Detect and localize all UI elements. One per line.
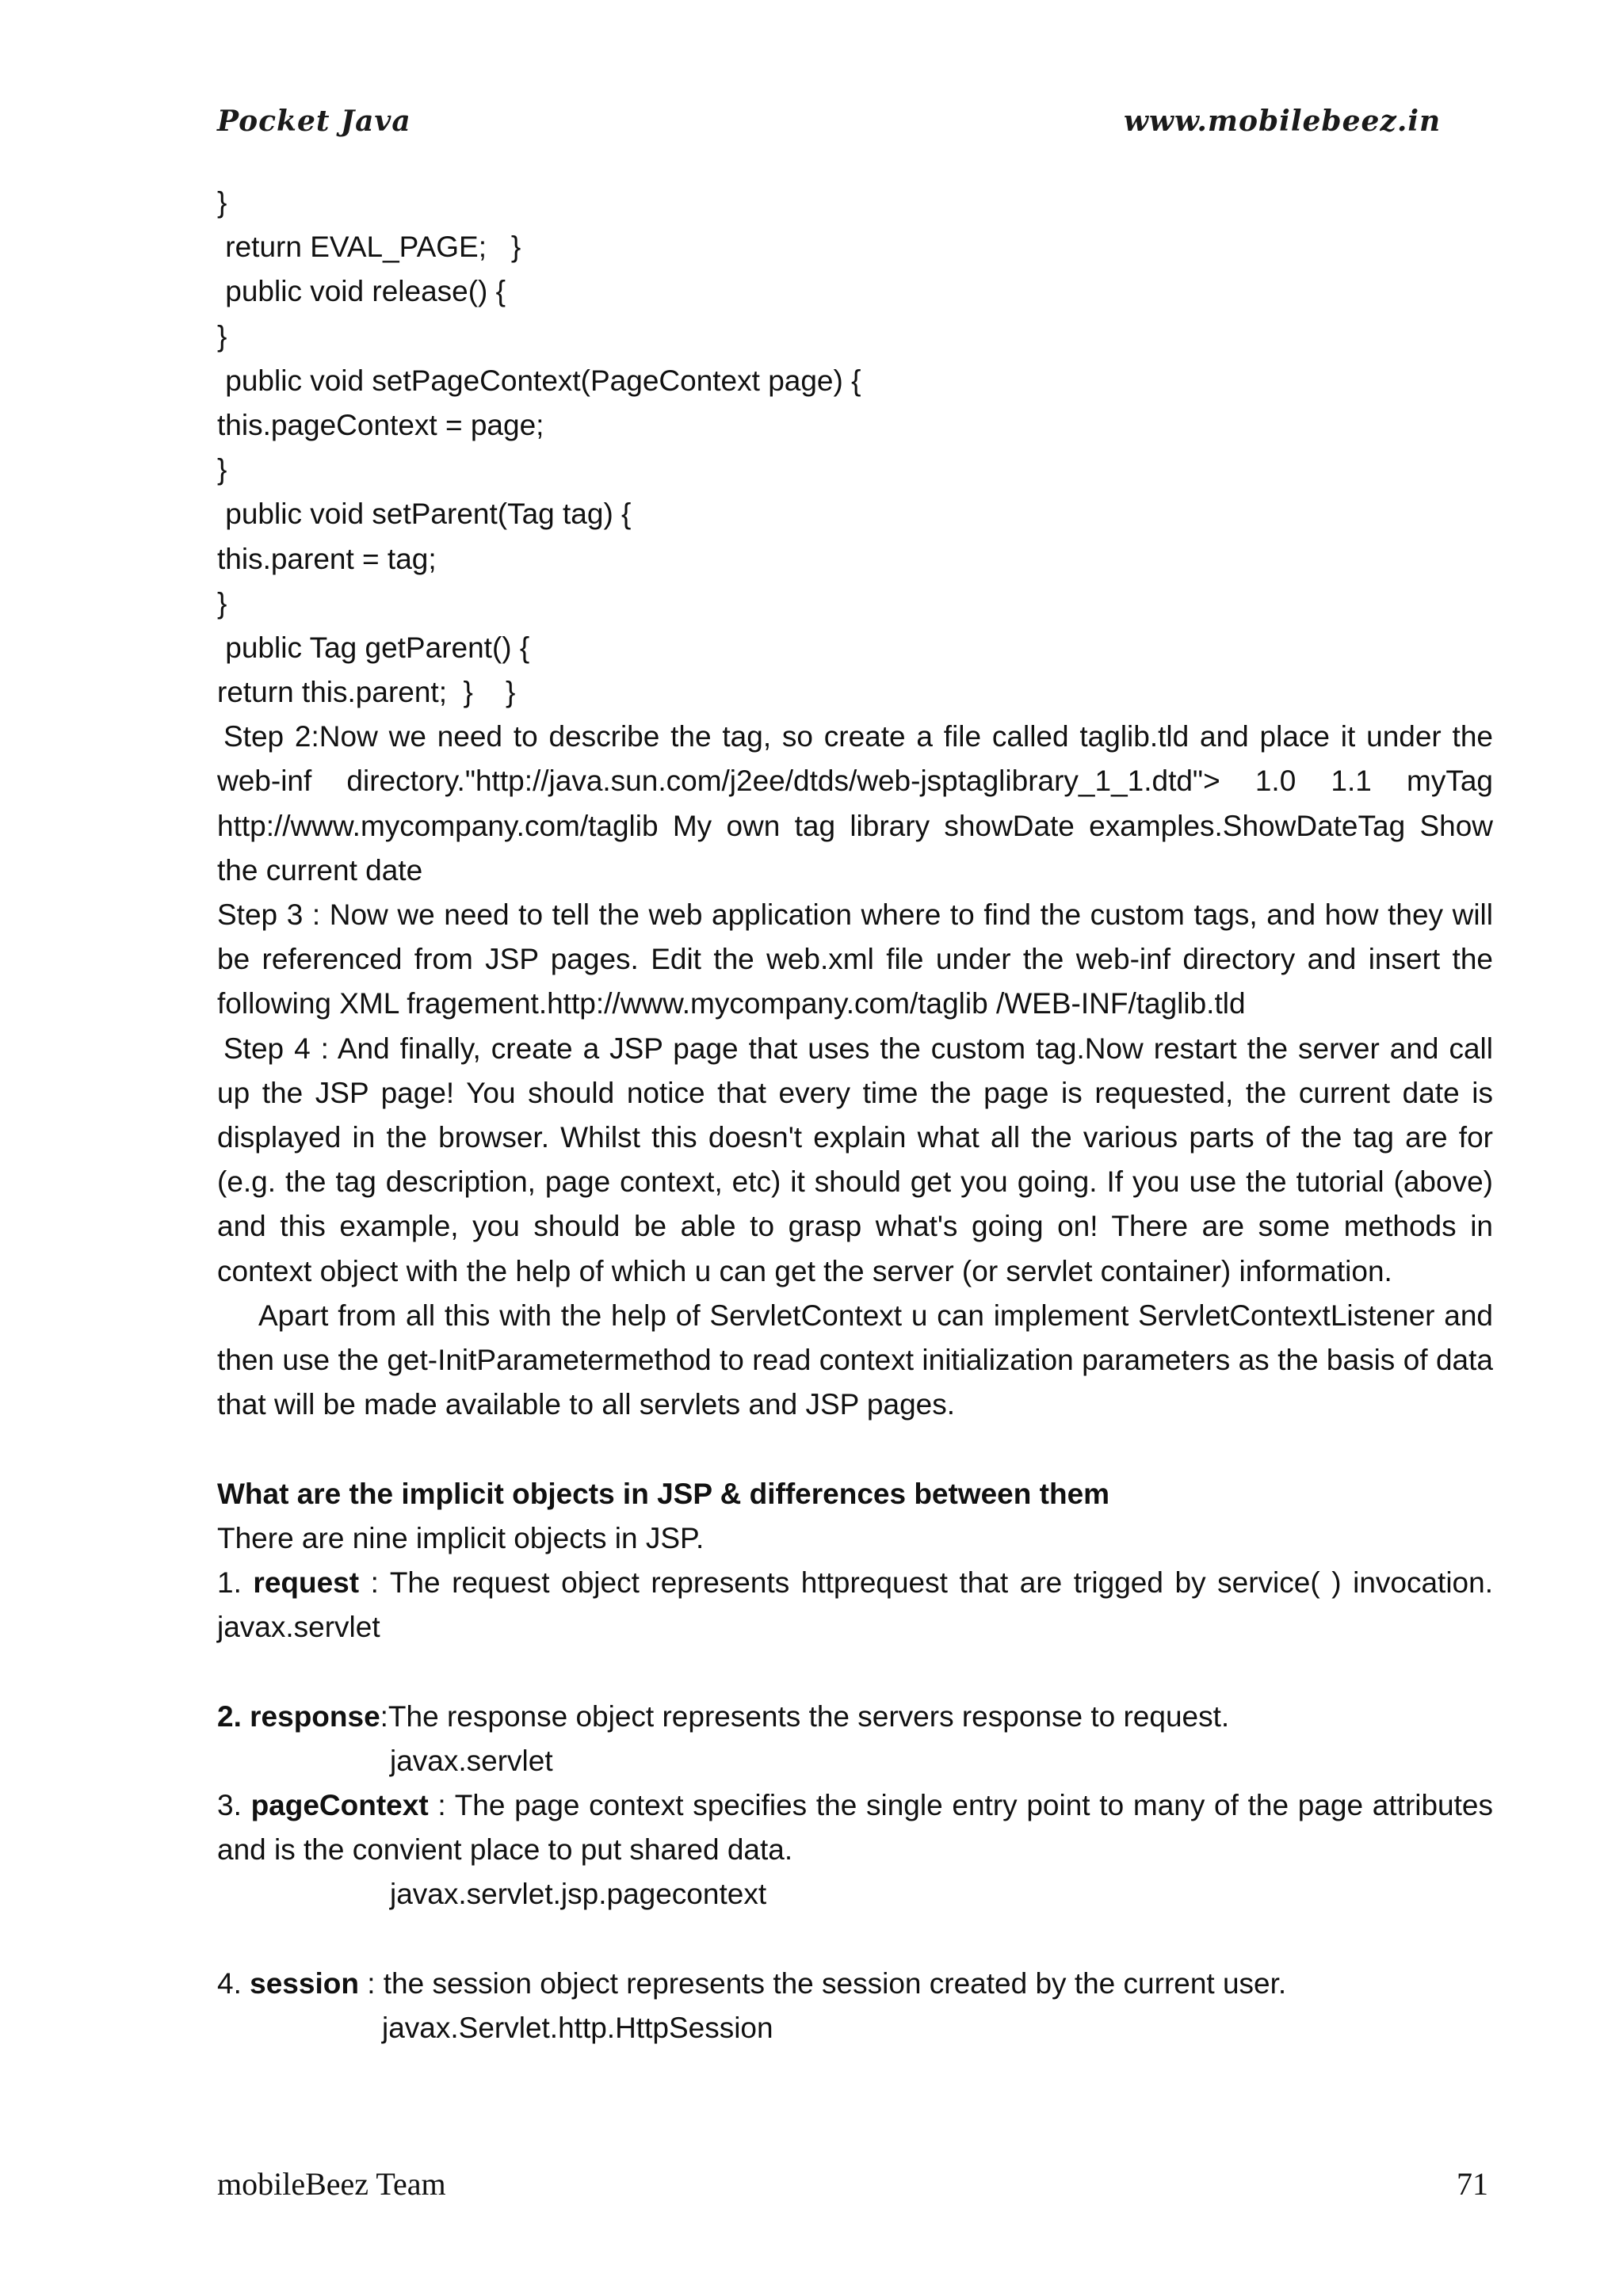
- code-line: public Tag getParent() {: [217, 631, 530, 664]
- code-line: this.parent = tag;: [217, 542, 437, 575]
- code-line: public void setPageContext(PageContext page) {: [217, 364, 861, 397]
- footer-team: mobileBeez Team: [217, 2166, 446, 2202]
- item-description: : The page context specifies the single entry point to many of the page attributes and is the convient place to put shared data.: [217, 1789, 1493, 1867]
- item-description: : the session object represents the session created by the current user.: [358, 1966, 1287, 2000]
- code-line: }: [217, 586, 227, 620]
- code-line: public void setParent(Tag tag) {: [217, 498, 632, 531]
- step2-paragraph: Step 2:Now we need to describe the tag, so create a file called taglib.tld and place it under the web-inf directory."http://java.sun.com/j2ee/dtds/web-jsptaglibrary_1_1.dtd"> 1.0 1.1 myTag http://www.mycompany.com/taglib My own tag library showDate examples.ShowDateTag Show the current date: [217, 720, 1493, 887]
- item-name: 2. response: [217, 1699, 380, 1733]
- code-line: return this.parent; } }: [217, 676, 516, 709]
- item-description: :The response object represents the servers response to request.: [380, 1699, 1230, 1733]
- package-name: javax.Servlet.http.HttpSession: [382, 2012, 773, 2045]
- package-name: javax.servlet: [390, 1744, 553, 1777]
- code-line: }: [217, 186, 227, 219]
- list-item-response: [217, 1695, 1493, 1739]
- item-number: 1.: [217, 1566, 254, 1600]
- item-description: : The request object represents httprequest that are trigged by service( ) invocation. javax.servlet: [217, 1566, 1493, 1644]
- intro-text: There are nine implicit objects in JSP.: [217, 1521, 705, 1554]
- spacer: [217, 1428, 1493, 1472]
- code-line: this.pageContext = page;: [217, 408, 544, 441]
- item-name: request: [253, 1566, 360, 1600]
- code-line: public void release() {: [217, 275, 506, 308]
- list-item-session: [217, 1962, 1493, 2006]
- page-number: 71: [1457, 2166, 1488, 2202]
- item-name: pageContext: [250, 1789, 429, 1822]
- code-line: return EVAL_PAGE; }: [217, 231, 521, 264]
- code-line: }: [217, 453, 227, 486]
- section-heading: What are the implicit objects in JSP & differences between them: [217, 1477, 1110, 1510]
- list-item-pagecontext: [217, 1783, 1493, 1872]
- step3-paragraph: Step 3 : Now we need to tell the web application where to find the custom tags, and how they will be referenced from JSP pages. Edit the web.xml file under the web-inf directory and insert the following XML fragement.http://www.mycompany.com/taglib /WEB-INF/taglib.tld: [217, 898, 1493, 1020]
- servlet-context-paragraph: Apart from all this with the help of ServletContext u can implement ServletContextListener and then use the get-InitParametermethod to read context initialization parameters as the basis of data that will be made available to all servlets and JSP pages.: [217, 1299, 1493, 1421]
- header-website: www.mobilebeez.in: [1124, 105, 1442, 138]
- item-number: 4.: [217, 1966, 250, 2000]
- item-number: 3.: [217, 1789, 251, 1822]
- header-title: Pocket Java: [217, 105, 411, 138]
- page-body: [217, 181, 1493, 2050]
- step4-paragraph: Step 4 : And finally, create a JSP page that uses the custom tag.Now restart the server and call up the JSP page! You should notice that every time the page is requested, the current date is displayed in the browser. Whilst this doesn't explain what all the various parts of the tag are for (e.g. the tag description, page context, etc) it should get you going. If you use the tutorial (above) and this example, you should be able to grasp what's going on! There are some methods in context object with the help of which u can get the server (or servlet container) information.: [217, 1032, 1493, 1287]
- spacer: [217, 1650, 1493, 1695]
- spacer: [217, 1917, 1493, 1962]
- code-line: }: [217, 319, 227, 353]
- list-item-request: [217, 1561, 1493, 1650]
- item-name: session: [250, 1966, 359, 2000]
- package-name: javax.servlet.jsp.pagecontext: [390, 1878, 767, 1911]
